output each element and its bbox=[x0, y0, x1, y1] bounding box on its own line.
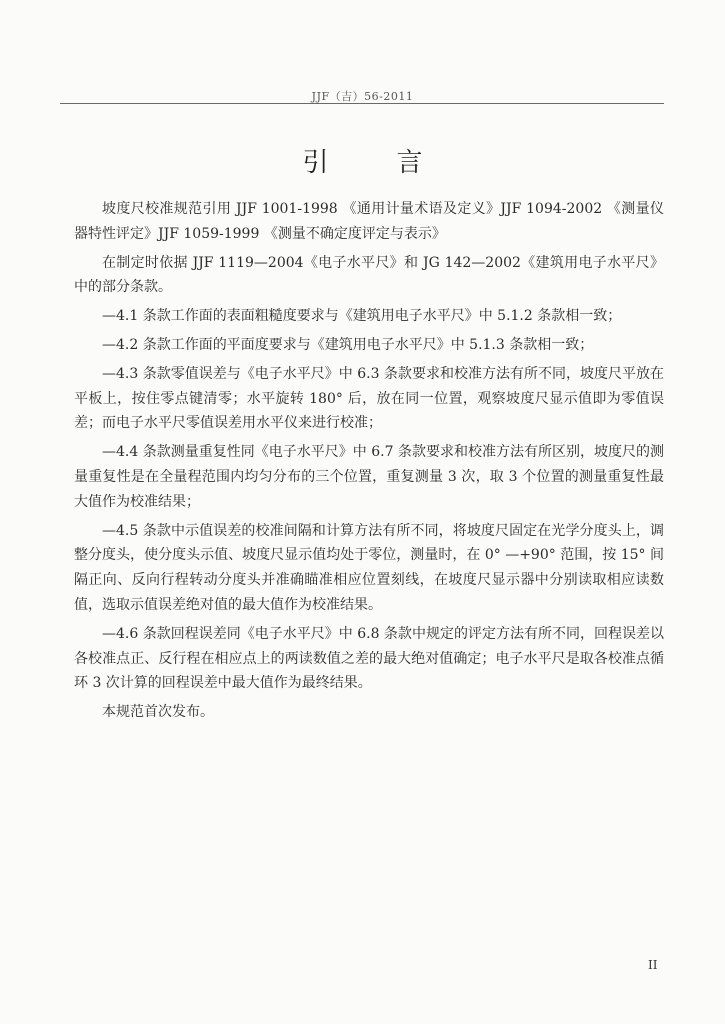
body-text bbox=[74, 197, 664, 729]
paragraph: 本规范首次发布。 bbox=[102, 704, 214, 721]
paragraph: —4.2 条款工作面的平面度要求与《建筑用电子水平尺》中 5.1.3 条款相一致； bbox=[102, 336, 594, 353]
paragraph: 坡度尺校准规范引用 JJF 1001-1998 《通用计量术语及定义》JJF 1094-2002 《测量仪器特性评定》JJF 1059-1999 《测量不确定度评定与表示》 bbox=[74, 201, 664, 242]
paragraph: —4.4 条款测量重复性同《电子水平尺》中 6.7 条款要求和校准方法有所区别，坡度尺的测量重复性是在全量程范围内均匀分布的三个位置，重复测量 3 次，取 3 个位置的测量重复性最大值作为校准结果； bbox=[74, 444, 664, 510]
paragraph: —4.3 条款零值误差与《电子水平尺》中 6.3 条款要求和校准方法有所不同，坡度尺平放在平板上，按住零点键清零；水平旋转 180° 后，放在同一位置，观察坡度尺显示值即为零值误差；而电子水平尺零值误差用水平仪来进行校准； bbox=[74, 365, 664, 432]
standard-code-header: JJF（吉）56-2011 bbox=[311, 90, 414, 103]
page-number: II bbox=[648, 958, 658, 972]
paragraph: —4.6 条款回程误差同《电子水平尺》中 6.8 条款中规定的评定方法有所不同，回程误差以各校准点正、反行程在相应点上的两读数值之差的最大绝对值确定；电子水平尺是取各校准点循环 3 次计算的回程误差中最大值作为最终结果。 bbox=[74, 625, 664, 692]
paragraph: —4.1 条款工作面的表面粗糙度要求与《建筑用电子水平尺》中 5.1.2 条款相一致； bbox=[102, 308, 622, 325]
paragraph: 在制定时依据 JJF 1119—2004《电子水平尺》和 JG 142—2002《建筑用电子水平尺》中的部分条款。 bbox=[74, 254, 664, 296]
header-divider bbox=[60, 103, 664, 104]
paragraph: —4.5 条款中示值误差的校准间隔和计算方法有所不同，将坡度尺固定在光学分度头上，调整分度头，使分度头示值、坡度尺显示值均处于零位，测量时，在 0° —+90° 范围，按 15° 间隔正向、反向行程转动分度头并准确瞄准相应位置刻线，在坡度尺显示器中分别读取相应读数值，选取示值误差绝对值的最大值作为校准结果。 bbox=[74, 522, 664, 613]
page-title: 引言 bbox=[302, 148, 491, 178]
